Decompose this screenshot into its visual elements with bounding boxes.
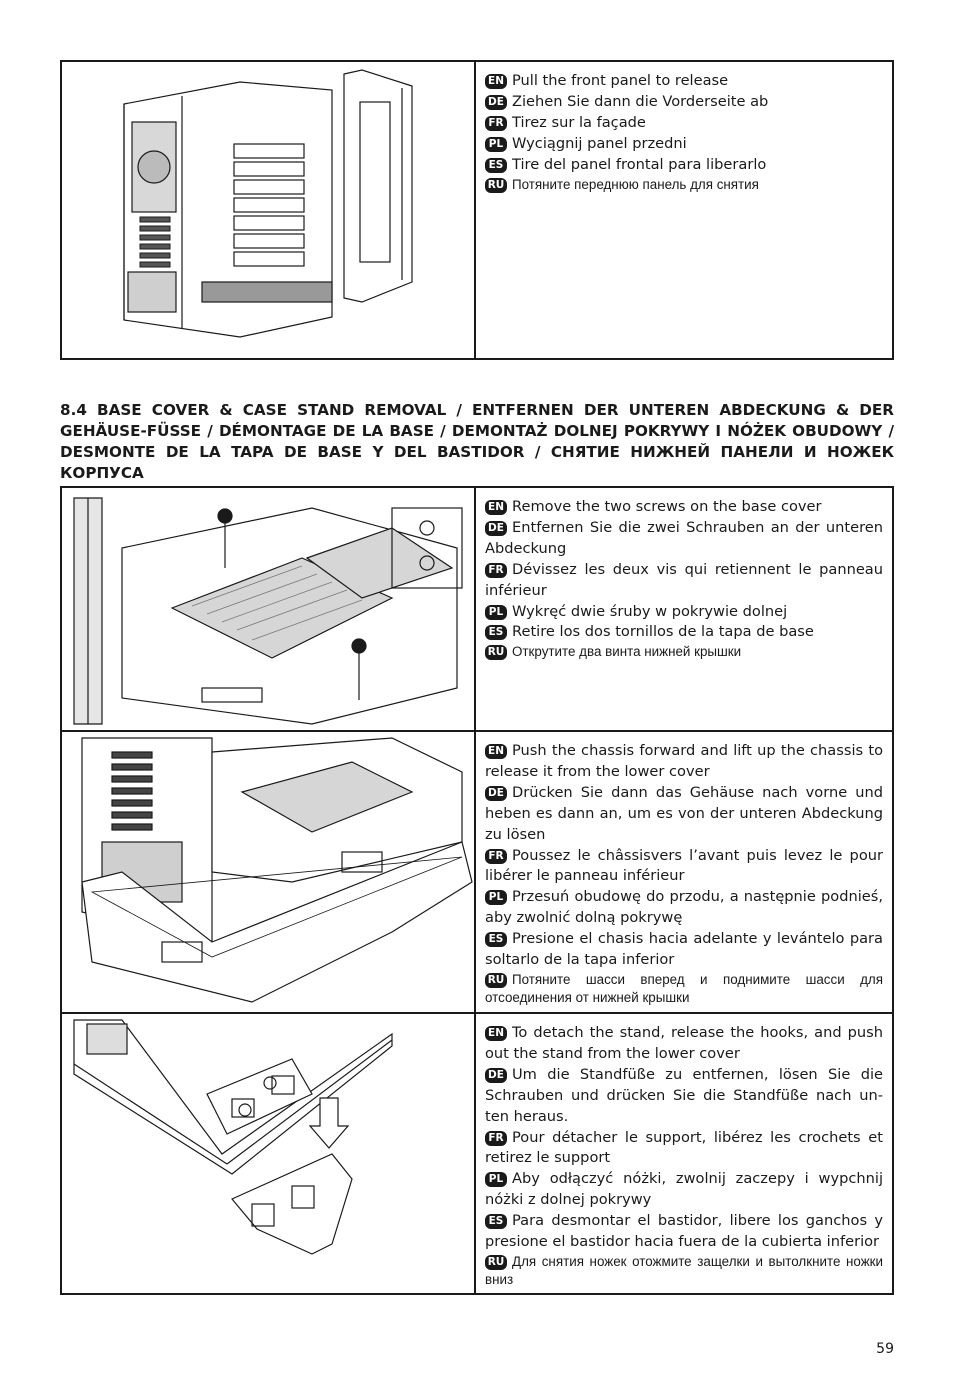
step2-text-ru: Потяните шасси вперед и поднимите шасси для отсоединения от нижней крышки: [485, 971, 883, 1005]
step-row-detach-stand: [62, 1012, 892, 1293]
step2-line-en: [485, 741, 883, 783]
lang-badge-ru: RU: [485, 973, 507, 988]
step1-line-pl: [485, 602, 883, 623]
step-1-instructions: [476, 488, 892, 730]
page-number: 59: [876, 1341, 894, 1357]
step2-line-ru: [485, 971, 883, 1007]
step1-text-fr: Dévissez les deux vis qui retiennent le panneau inférieur: [485, 560, 883, 599]
instruction-text-de: Ziehen Sie dann die Vorderseite ab: [512, 92, 769, 110]
lang-badge-de: DE: [485, 521, 507, 536]
step2-text-fr: Poussez le châssisvers l’avant puis levez le pour libérer le panneau inférieur: [485, 846, 883, 885]
lang-badge-en: EN: [485, 500, 507, 515]
step3-line-fr: [485, 1128, 883, 1170]
instruction-line-fr: [485, 113, 883, 134]
lang-badge-ru: RU: [485, 1255, 507, 1270]
top-instruction-table: [60, 60, 894, 360]
step1-text-pl: Wykręć dwie śruby w pokrywie dolnej: [512, 602, 788, 620]
step3-text-fr: Pour détacher le support, libérez les crochets et retirez le support: [485, 1128, 883, 1167]
step3-line-en: [485, 1023, 883, 1065]
instruction-text-fr: Tirez sur la façade: [512, 113, 646, 131]
lang-badge-en: EN: [485, 744, 507, 759]
step-row-lift-chassis: [62, 730, 892, 1012]
instruction-line-en: [485, 71, 883, 92]
step2-line-de: [485, 783, 883, 846]
lang-badge-en: EN: [485, 1026, 507, 1041]
step1-line-de: [485, 518, 883, 560]
step3-text-es: Para desmontar el bastidor, libere los ganchos y presione el bastidor hacia fuera de la cubierta inferior: [485, 1212, 883, 1251]
lang-badge-es: ES: [485, 932, 507, 947]
step1-text-ru: Открутите два винта нижней крышки: [512, 644, 742, 660]
step1-text-en: Remove the two screws on the base cover: [512, 498, 822, 515]
step2-line-pl: [485, 887, 883, 929]
lang-badge-de: DE: [485, 786, 507, 801]
step3-text-pl: Aby odłączyć nóżki, zwolnij zaczepy i wypchnij nóżki z dolnej pokrywy: [485, 1170, 883, 1209]
base-cover-steps-table: [60, 486, 894, 1295]
step3-line-de: [485, 1065, 883, 1128]
chassis-lift-illustration: [62, 732, 476, 1012]
lang-badge-de: DE: [485, 95, 507, 110]
instruction-row-front-panel: [62, 62, 892, 358]
lang-badge-es: ES: [485, 158, 507, 173]
step-2-instructions: [476, 732, 892, 1012]
step1-text-de: Entfernen Sie die zwei Schrauben an der unteren Abdeckung: [485, 518, 883, 557]
lang-badge-pl: PL: [485, 890, 507, 905]
front-panel-instructions: [476, 62, 892, 358]
lang-badge-ru: RU: [485, 178, 507, 193]
section-heading: 8.4 BASE COVER & CASE STAND REMOVAL / ENTFERNEN DER UNTEREN ABDECKUNG & DER GEHÄUSE-FÜSSE / DÉMONTAGE DE LA BASE / DEMONTAŻ DOLNEJ POKRYWY I NÓŻEK OBUDOWY / DESMONTE DE LA TAPA DE BASE Y DEL BASTIDOR / СНЯТИЕ НИЖНЕЙ ПАНЕЛИ И НОЖЕК КОРПУСА: [60, 401, 894, 482]
step2-text-es: Presione el chasis hacia adelante y levántelo para soltarlo de la tapa inferior: [485, 930, 883, 969]
lang-badge-ru: RU: [485, 645, 507, 660]
step1-line-fr: [485, 560, 883, 602]
instruction-text-en: Pull the front panel to release: [512, 72, 729, 89]
step-row-remove-screws: [62, 488, 892, 730]
step3-line-pl: [485, 1169, 883, 1211]
lang-badge-pl: PL: [485, 605, 507, 620]
step3-text-ru: Для снятия ножек отожмите защелки и вытолкните ножки вниз: [485, 1253, 883, 1287]
step2-text-en: Push the chassis forward and lift up the chassis to release it from the lower cover: [485, 742, 883, 780]
instruction-line-es: [485, 155, 883, 176]
step-3-instructions: [476, 1014, 892, 1293]
instruction-text-pl: Wyciągnij panel przedni: [512, 134, 687, 152]
lang-badge-fr: FR: [485, 1131, 507, 1146]
instruction-text-ru: Потяните переднюю панель для снятия: [512, 176, 759, 192]
step3-text-en: To detach the stand, release the hooks, and push out the stand from the lower cover: [485, 1024, 883, 1062]
step3-line-ru: [485, 1253, 883, 1289]
case-front-panel-illustration: [62, 62, 476, 358]
step1-line-en: [485, 497, 883, 518]
instruction-line-de: [485, 92, 883, 113]
lang-badge-es: ES: [485, 625, 507, 640]
instruction-line-pl: [485, 134, 883, 155]
instruction-text-es: Tire del panel frontal para liberarlo: [512, 155, 767, 173]
lang-badge-pl: PL: [485, 1172, 507, 1187]
step2-text-pl: Przesuń obudowę do przodu, a następnie podnieś, aby zwolnić dolną pokrywę: [485, 888, 883, 927]
instruction-line-ru: [485, 176, 883, 194]
lang-badge-de: DE: [485, 1068, 507, 1083]
stand-detach-illustration: [62, 1014, 476, 1293]
step2-text-de: Drücken Sie dann das Gehäuse nach vorne und heben es dann an, um es von der unteren Abdeckung zu lösen: [485, 783, 883, 843]
base-screws-illustration: [62, 488, 476, 730]
lang-badge-en: EN: [485, 74, 507, 89]
lang-badge-es: ES: [485, 1214, 507, 1229]
lang-badge-pl: PL: [485, 137, 507, 152]
step2-line-es: [485, 929, 883, 971]
step3-line-es: [485, 1211, 883, 1253]
step3-text-de: Um die Standfüße zu entfernen, lösen Sie die Schrauben und drücken Sie die Standfüße nach un-ten heraus.: [485, 1065, 883, 1125]
step2-line-fr: [485, 846, 883, 888]
lang-badge-fr: FR: [485, 116, 507, 131]
step1-line-es: [485, 622, 883, 643]
lang-badge-fr: FR: [485, 849, 507, 864]
lang-badge-fr: FR: [485, 563, 507, 578]
step1-text-es: Retire los dos tornillos de la tapa de base: [512, 623, 814, 641]
step1-line-ru: [485, 643, 883, 661]
